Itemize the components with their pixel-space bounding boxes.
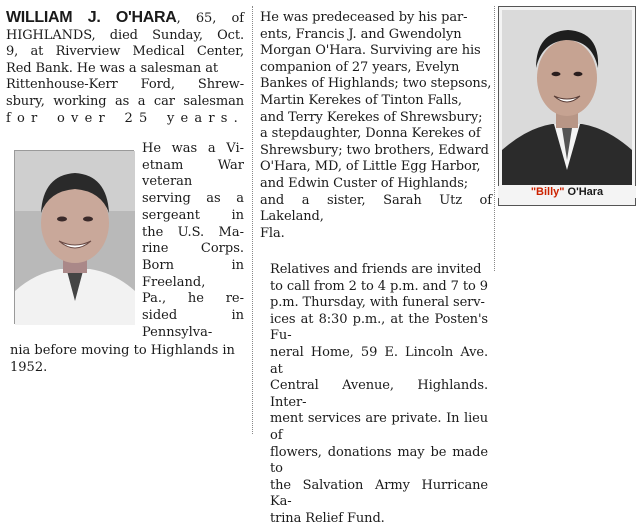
text-line: ices at 8:30 p.m., at the Posten's Fu- [270,311,488,344]
obituary-military-paragraph [142,141,244,341]
column-divider [252,6,253,434]
deceased-name: WILLIAM J. O'HARA [6,9,177,26]
text-line: and Edwin Custer of Highlands; [260,175,469,191]
text-line: companion of 27 years, Evelyn [260,59,460,75]
text-line: 1952. [10,359,48,375]
obituary-military-paragraph-end [10,343,244,376]
text-line: Freeland, [142,274,206,290]
photo-caption [498,186,636,198]
text-line: Pennsylva- [142,324,213,340]
text-line: and a sister, Sarah Utz of Lakeland, [260,192,492,225]
caption-surname: O'Hara [564,186,604,198]
text-line: Born in [142,257,244,273]
text-line: etnam War [142,157,244,173]
text-line: Relatives and friends are invited [270,262,482,277]
text-line: ents, Francis J. and Gwendolyn [260,26,462,42]
text-line: p.m. Thursday, with funeral serv- [270,295,485,311]
portrait-photo-adult [14,150,134,324]
text-line: rine Corps. [142,241,244,257]
obituary-survivors-paragraph [260,10,492,242]
text-line: Martin Kerekes of Tinton Falls, [260,92,462,108]
text-line: to call from 2 to 4 p.m. and 7 to 9 [270,278,488,294]
text-line: Fla. [260,225,285,241]
text-line: Red Bank. He was a salesman at [6,60,218,76]
text-line: O'Hara, MD, of Little Egg Harbor, [260,159,481,175]
text-line: Central Avenue, Highlands. Inter- [270,378,488,410]
text-line: serving as a [142,191,244,207]
caption-nickname: "Billy" [530,186,565,198]
text-line: He was a Vi- [142,141,244,156]
portrait-photo-young [498,6,636,206]
text-line: , 65, of [176,11,244,26]
text-line: Morgan O'Hara. Surviving are his [260,43,481,59]
text-line: sided in [142,308,244,324]
text-line: neral Home, 59 E. Lincoln Ave. at [270,344,488,377]
portrait-young-image [502,10,632,185]
text-line: sergeant in [142,207,244,223]
text-line: Bankes of Highlands; two stepsons, [260,76,492,92]
obituary-lead-paragraph [6,10,244,127]
text-line: for over 25 years. [6,110,244,126]
text-line: a stepdaughter, Donna Kerekes of [260,126,481,142]
portrait-adult-image [15,151,135,325]
column-divider [494,6,495,271]
obituary-services-paragraph [270,262,488,528]
text-line: Shrewsbury; two brothers, Edward [260,142,489,158]
text-line: Pa., he re- [142,291,244,307]
text-line: HIGHLANDS, died Sunday, Oct. [6,27,244,43]
text-line: Rittenhouse-Kerr Ford, Shrew- [6,77,244,93]
text-line: flowers, donations may be made to [270,444,488,477]
text-line: ment services are private. In lieu of [270,411,488,443]
text-line: and Terry Kerekes of Shrewsbury; [260,109,483,125]
text-line: trina Relief Fund. [270,510,385,526]
text-line: nia before moving to Highlands in [10,343,235,358]
text-line: 9, at Riverview Medical Center, [6,44,244,60]
text-line: veteran [142,174,193,190]
text-line: the U.S. Ma- [142,224,244,240]
text-line: He was predeceased by his par- [260,10,468,25]
text-line: sbury, working as a car salesman [6,93,244,109]
text-line: the Salvation Army Hurricane Ka- [270,477,488,510]
